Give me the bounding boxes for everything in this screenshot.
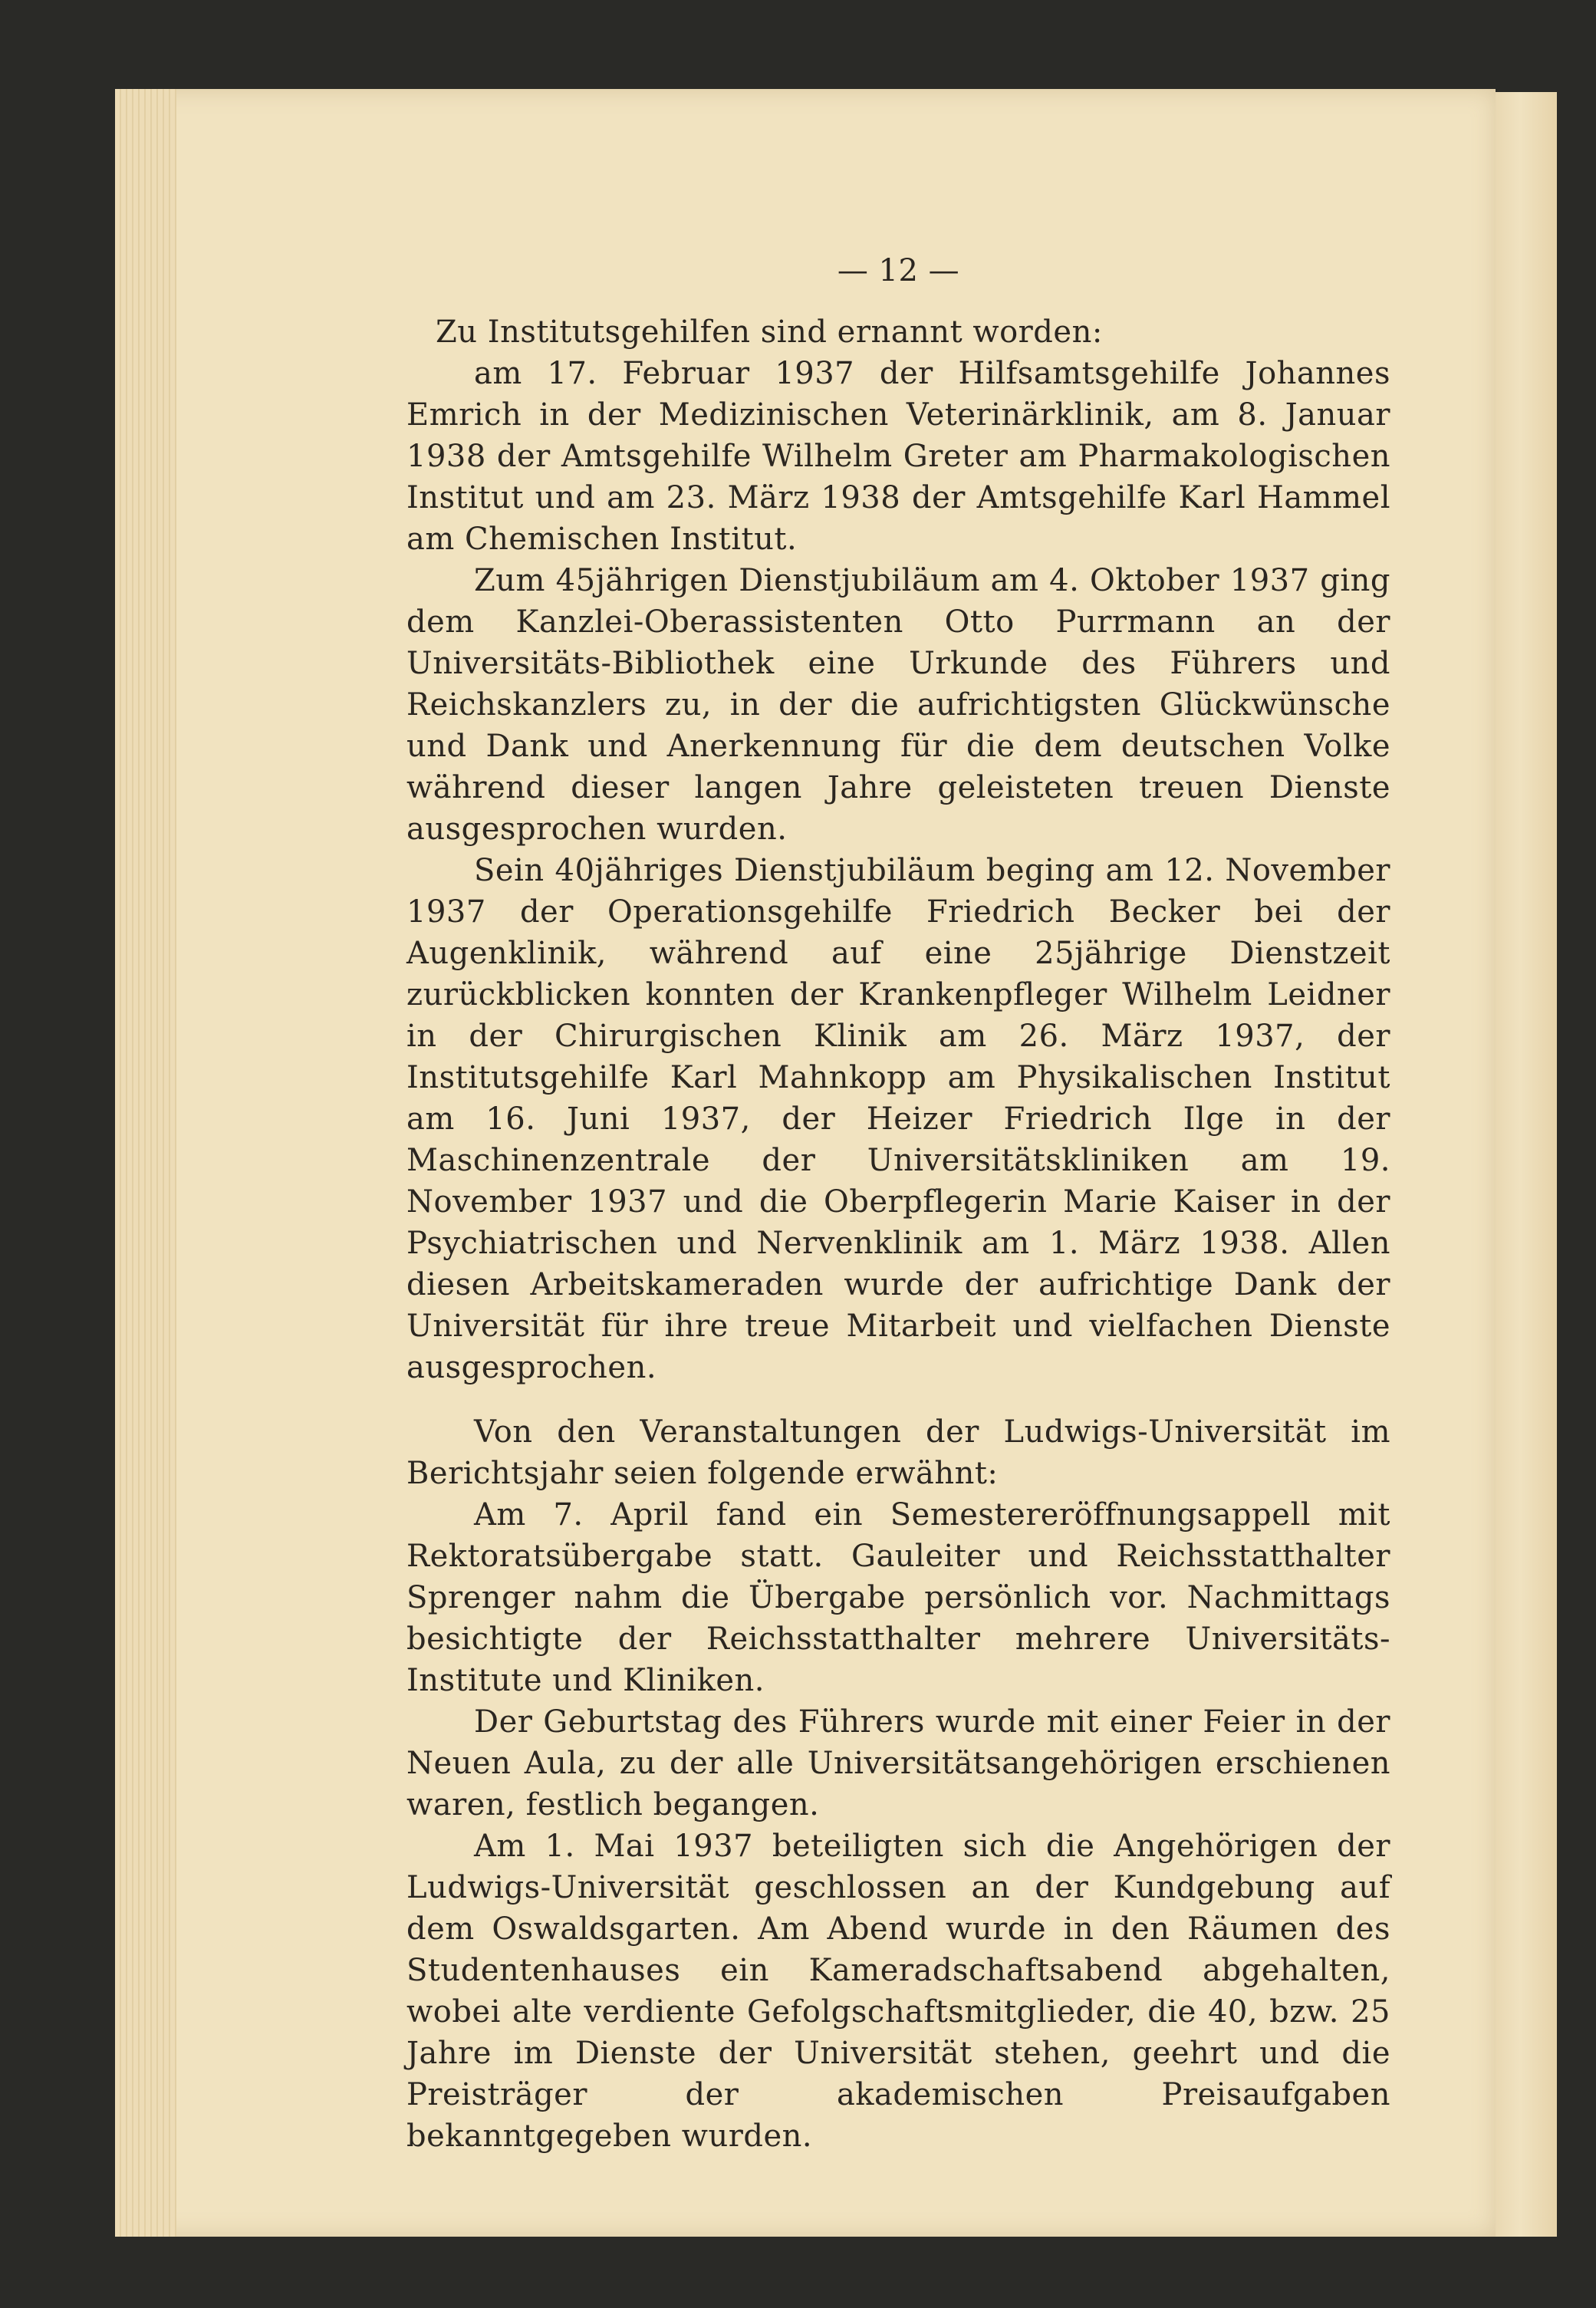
facing-page-edge (1496, 92, 1557, 2237)
section2-paragraph-1: Am 7. April fand ein Semestereröffnungsappell mit Rektoratsübergabe statt. Gauleiter und Reichsstatthalter Sprenger nahm die Übergabe persönlich vor. Nachmittags besichtigte der Reichsstatthalter mehrere Universitäts-Institute und Kliniken. (406, 1497, 1390, 1698)
section1-paragraph-1: am 17. Februar 1937 der Hilfsamtsgehilfe Johannes Emrich in der Medizinischen Veterinärklinik, am 8. Januar 1938 der Amtsgehilfe Wilhelm Greter am Pharmakologischen Institut und am 23. März 1938 der Amtsgehilfe Karl Hammel am Chemischen Institut. (406, 356, 1390, 557)
section2-paragraph-3: Am 1. Mai 1937 beteiligten sich die Angehörigen der Ludwigs-Universität geschlossen an der Kundgebung auf dem Oswaldsgarten. Am Abend wurde in den Räumen des Studentenhauses ein Kameradschaftsabend abgehalten, wobei alte verdiente Gefolgschaftsmitglieder, die 40, bzw. 25 Jahre im Dienste der Universität stehen, geehrt und die Preisträger der akademischen Preisaufgaben bekanntgegeben wurden. (406, 1829, 1390, 2154)
page-number: — 12 — (837, 253, 960, 288)
section1-paragraph-2: Zum 45jährigen Dienstjubiläum am 4. Oktober 1937 ging dem Kanzlei-Oberassistenten Otto Purrmann an der Universitäts-Bibliothek eine Urkunde des Führers und Reichskanzlers zu, in der die aufrichtigsten Glückwünsche und Dank und Anerkennung für die dem deutschen Volke während dieser langen Jahre geleisteten treuen Dienste ausgesprochen wurden. (406, 563, 1390, 847)
section2-intro: Von den Veranstaltungen der Ludwigs-Universität im Berichtsjahr seien folgende erwähnt: (406, 1414, 1390, 1491)
section1-paragraph-3: Sein 40jähriges Dienstjubiläum beging am 12. November 1937 der Operationsgehilfe Friedrich Becker bei der Augenklinik, während auf eine 25jährige Dienstzeit zurückblicken konnten der Krankenpfleger Wilhelm Leidner in der Chirurgischen Klinik am 26. März 1937, der Institutsgehilfe Karl Mahnkopp am Physikalischen Institut am 16. Juni 1937, der Heizer Friedrich Ilge in der Maschinenzentrale der Universitätskliniken am 19. November 1937 und die Oberpflegerin Marie Kaiser in der Psychiatrischen und Nervenklinik am 1. März 1938. Allen diesen Arbeitskameraden wurde der aufrichtige Dank der Universität für ihre treue Mitarbeit und vielfachen Dienste ausgesprochen. (406, 853, 1390, 1385)
page-text (406, 253, 1390, 2157)
section1-heading: Zu Institutsgehilfen sind ernannt worden: (436, 314, 1103, 350)
page-stack-edge (115, 89, 176, 2237)
section2-paragraph-2: Der Geburtstag des Führers wurde mit einer Feier in der Neuen Aula, zu der alle Universitätsangehörigen erschienen waren, festlich begangen. (406, 1704, 1390, 1822)
